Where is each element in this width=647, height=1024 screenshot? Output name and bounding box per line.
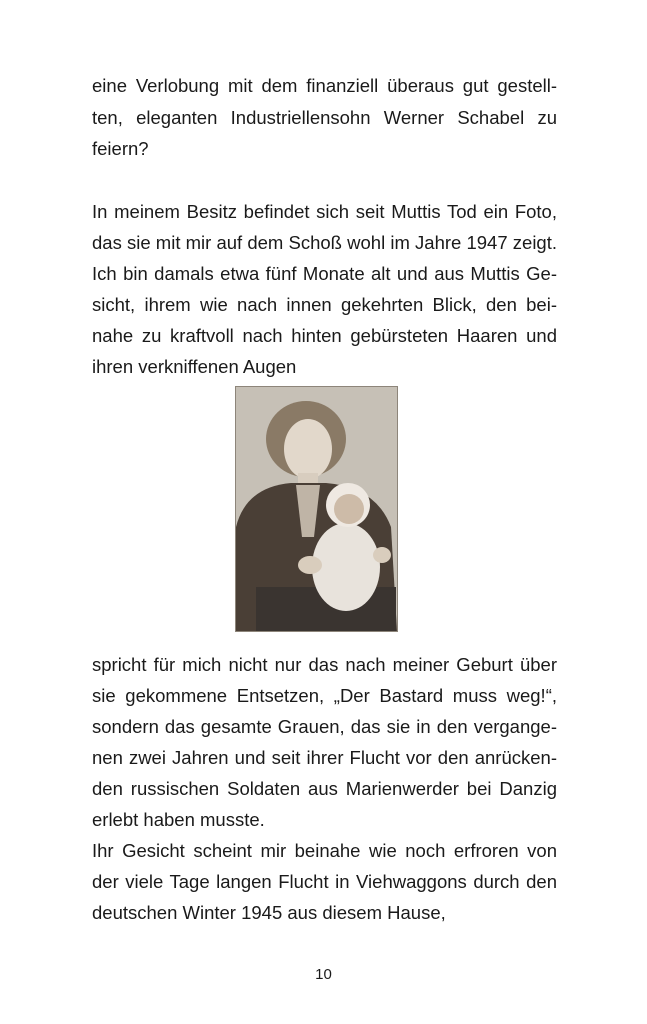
text-line: Ich bin damals etwa fünf Monate alt und aus Muttis Ge- bbox=[92, 263, 557, 284]
text-line: sondern das gesamte Grauen, das sie in den vergange- bbox=[92, 716, 557, 737]
text-line: deutschen Winter 1945 aus diesem Hause, bbox=[92, 902, 446, 923]
text-line: erlebt haben musste. bbox=[92, 809, 265, 830]
text-line: der viele Tage langen Flucht in Viehwaggons durch den bbox=[92, 871, 557, 892]
family-photo bbox=[235, 386, 398, 632]
mother-and-baby-photo bbox=[236, 387, 397, 631]
text-line: In meinem Besitz befindet sich seit Muttis Tod ein Foto, bbox=[92, 201, 557, 222]
text-line: eine Verlobung mit dem finanziell überaus gut gestell- bbox=[92, 75, 557, 96]
text-line: nen zwei Jahren und seit ihrer Flucht vor den anrücken- bbox=[92, 747, 557, 768]
text-line: Ihr Gesicht scheint mir beinahe wie noch erfroren von bbox=[92, 840, 557, 861]
text-line: sicht, ihrem wie nach innen gekehrten Blick, den bei- bbox=[92, 294, 557, 315]
text-line: feiern? bbox=[92, 138, 149, 159]
text-line: spricht für mich nicht nur das nach meiner Geburt über bbox=[92, 654, 557, 675]
text-line: das sie mit mir auf dem Schoß wohl im Jahre 1947 zeigt. bbox=[92, 232, 557, 253]
text-line: ihren verkniffenen Augen bbox=[92, 356, 297, 377]
text-line: nahe zu kraftvoll nach hinten gebürsteten Haaren und bbox=[92, 325, 557, 346]
text-line: ten, eleganten Industriellensohn Werner Schabel zu bbox=[92, 107, 557, 128]
text-line: den russischen Soldaten aus Marienwerder bei Danzig bbox=[92, 778, 557, 799]
page-number: 10 bbox=[315, 966, 332, 983]
text-line: sie gekommene Entsetzen, „Der Bastard muss weg!“, bbox=[92, 685, 557, 706]
